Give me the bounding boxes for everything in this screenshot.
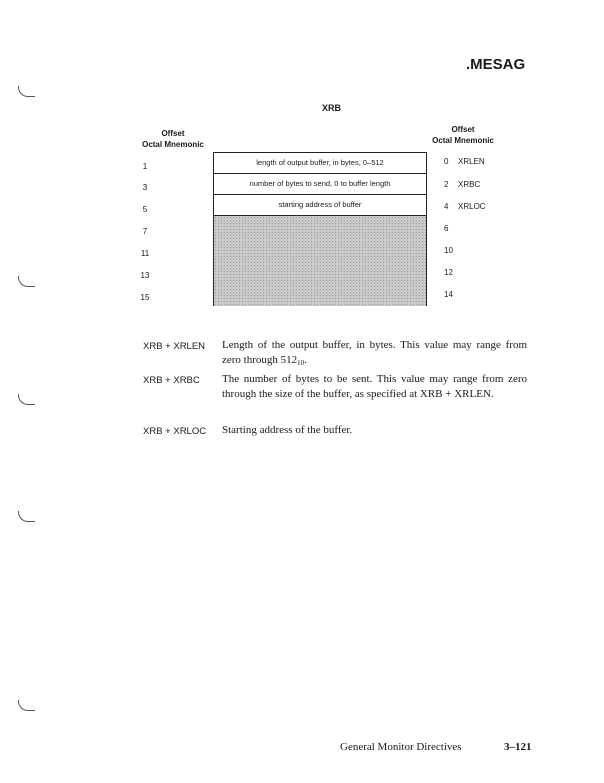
- right-offset-row: [444, 290, 458, 299]
- binding-hole-mark: [18, 86, 35, 97]
- definition-term-xrlen: XRB + XRLEN: [143, 341, 206, 352]
- right-mnemonic: XRBC: [458, 180, 481, 189]
- right-offset-row: [444, 202, 486, 211]
- section-title: .MESAG: [466, 56, 526, 73]
- definition-term-xrbc: XRB + XRBC: [143, 375, 200, 386]
- right-mnemonic: XRLOC: [458, 202, 486, 211]
- right-offset-row: [444, 268, 458, 277]
- left-offset: 5: [142, 205, 148, 214]
- right-header-line2: Octal Mnemonic: [432, 136, 494, 145]
- right-offset-row: [444, 180, 480, 189]
- xrb-structure-table: [213, 152, 427, 306]
- definition-text-xrlen: [222, 338, 527, 371]
- left-header-line2: Octal Mnemonic: [142, 140, 204, 149]
- binding-hole-mark: [18, 511, 35, 522]
- right-offset: 12: [444, 268, 453, 277]
- definition-term-xrloc: XRB + XRLOC: [143, 426, 207, 437]
- table-row-xrloc: starting address of buffer: [214, 195, 426, 216]
- left-offset: 11: [140, 249, 150, 258]
- right-offset-row: [444, 157, 485, 166]
- right-offset-row: [444, 224, 458, 233]
- right-offset: 10: [444, 246, 453, 255]
- left-offset: 13: [140, 271, 150, 280]
- definition-text-end: .: [304, 354, 307, 366]
- left-offset: 7: [142, 227, 148, 236]
- diagram-title: XRB: [322, 103, 342, 113]
- right-offset: 2: [444, 180, 449, 189]
- right-offset: 6: [444, 224, 449, 233]
- definition-text-main: Length of the output buffer, in bytes. This value may range from zero through 512: [222, 339, 527, 366]
- right-offset-row: [444, 246, 458, 255]
- right-offset: 14: [444, 290, 453, 299]
- binding-hole-mark: [18, 394, 35, 405]
- binding-hole-mark: [18, 276, 35, 287]
- definition-text-xrloc: Starting address of the buffer.: [222, 424, 353, 436]
- right-mnemonic: XRLEN: [458, 157, 485, 166]
- table-row-xrlen: length of output buffer, in bytes, 0–512: [214, 153, 426, 174]
- binding-hole-mark: [18, 700, 35, 711]
- left-offset: 1: [142, 162, 148, 171]
- definition-text-xrbc: The number of bytes to be sent. This value may range from zero through the size of the buffer, as specified at XRB + XRLEN.: [222, 373, 527, 400]
- subscript-base: 10: [297, 359, 305, 367]
- footer-page-number: 3–121: [504, 741, 532, 753]
- footer-chapter: General Monitor Directives: [340, 741, 462, 753]
- left-offset: 15: [140, 293, 150, 302]
- table-row-xrbc: number of bytes to send, 0 to buffer length: [214, 174, 426, 195]
- left-header-line1: Offset: [161, 129, 185, 138]
- right-header-line1: Offset: [451, 125, 475, 134]
- right-offset: 0: [444, 157, 449, 166]
- left-offset: 3: [142, 183, 148, 192]
- left-column-header: [138, 128, 208, 150]
- right-offset: 4: [444, 202, 449, 211]
- right-column-header: [426, 124, 500, 146]
- reserved-shaded-area: [214, 216, 426, 306]
